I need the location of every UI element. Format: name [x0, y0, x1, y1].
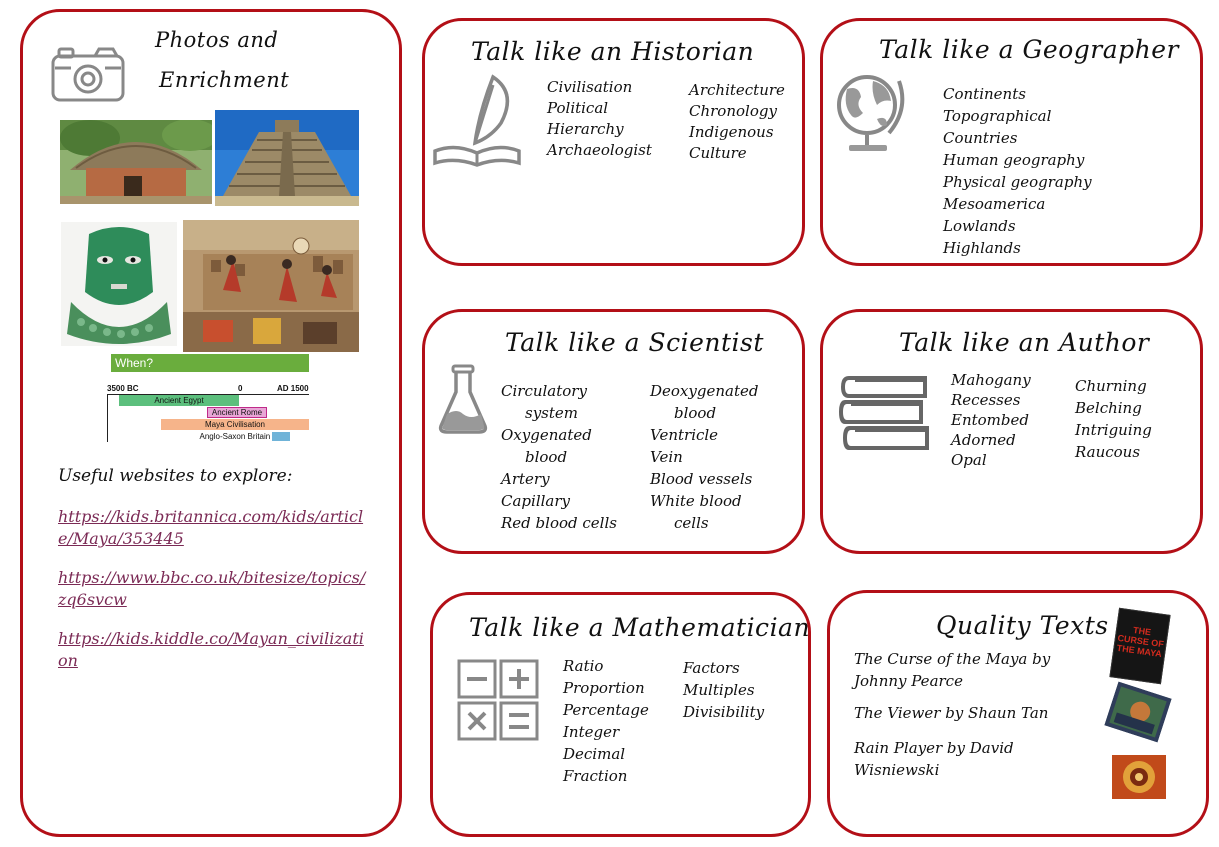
historian-words-col2: [689, 80, 785, 164]
scientist-word: system: [525, 404, 578, 422]
photos-enrichment-card: [20, 9, 402, 837]
timeline-vline: [107, 394, 108, 442]
historian-word: Hierarchy: [547, 120, 624, 138]
rain-player-cover: [1112, 755, 1166, 799]
geographer-word: Human geography: [943, 151, 1085, 169]
maya-hut-photo: [60, 120, 212, 204]
book-1-line1: The Curse of the Maya by: [854, 650, 1051, 668]
curse-of-maya-cover: [1109, 608, 1170, 685]
historian-words-col1: [547, 77, 652, 161]
author-word: Adorned: [951, 431, 1016, 449]
websites-heading: Useful websites to explore:: [58, 466, 293, 486]
scientist-word: Circulatory: [501, 382, 587, 400]
mathematician-word: Divisibility: [683, 703, 765, 721]
mathematician-words-col1: [563, 655, 649, 787]
camera-icon: [51, 46, 125, 102]
scientist-word: Vein: [650, 448, 683, 466]
scientist-word: Red blood cells: [501, 514, 617, 532]
historian-word: Architecture: [689, 81, 785, 99]
timeline-bar-label: Anglo-Saxon Britain: [199, 432, 271, 441]
scientist-word: blood: [674, 404, 717, 422]
mathematician-word: Factors: [683, 659, 740, 677]
photos-title-line1: Photos and: [155, 28, 279, 52]
geographer-word: Continents: [943, 85, 1026, 103]
geographer-word: Mesoamerica: [943, 195, 1046, 213]
geographer-card: [820, 18, 1203, 266]
timeline-end-label: AD 1500: [277, 384, 309, 393]
book-3-line1: Rain Player by David: [854, 739, 1014, 757]
kiddle-link[interactable]: https://kids.kiddle.co/Mayan_civilization: [58, 629, 364, 670]
mathematician-word: Fraction: [563, 767, 628, 785]
geographer-word: Physical geography: [943, 173, 1092, 191]
historian-word: Political: [547, 99, 609, 117]
jade-mask-photo: [61, 222, 177, 346]
the-viewer-cover: [1104, 681, 1171, 742]
historian-word: Indigenous: [689, 123, 774, 141]
scientist-card: [422, 309, 805, 554]
maya-pyramid-photo: [215, 110, 359, 206]
quill-book-icon: [431, 73, 525, 169]
scientist-word: Artery: [501, 470, 550, 488]
timeline-chart: [107, 354, 309, 442]
geographer-word: Topographical: [943, 107, 1052, 125]
book-2: [854, 703, 1048, 724]
scientist-word: Oxygenated: [501, 426, 592, 444]
britannica-link[interactable]: https://kids.britannica.com/kids/article/Maya/353445: [58, 507, 364, 548]
scientist-title: Talk like a Scientist: [505, 328, 764, 357]
author-word: Belching: [1075, 399, 1142, 417]
historian-word: Civilisation: [547, 78, 633, 96]
historian-card: [422, 18, 805, 266]
mathematician-word: Multiples: [683, 681, 755, 699]
geographer-word: Lowlands: [943, 217, 1016, 235]
book-3: [854, 737, 1014, 781]
timeline-bar: Ancient Egypt: [119, 395, 239, 406]
geographer-word: Countries: [943, 129, 1018, 147]
timeline-start-label: 3500 BC: [107, 384, 139, 393]
bbc-bitesize-link[interactable]: https://www.bbc.co.uk/bitesize/topics/zq6svcw: [58, 568, 366, 609]
scientist-word: Blood vessels: [650, 470, 753, 488]
author-card: [820, 309, 1203, 554]
scientist-word: Deoxygenated: [650, 382, 759, 400]
historian-title: Talk like an Historian: [471, 37, 755, 66]
book-2-line1: The Viewer by Shaun Tan: [854, 704, 1049, 722]
timeline-bar-swatch: [272, 432, 290, 441]
scientist-word: Capillary: [501, 492, 571, 510]
author-word: Raucous: [1075, 443, 1141, 461]
mathematician-word: Proportion: [563, 679, 645, 697]
book-1-line2: Johnny Pearce: [854, 672, 963, 690]
geographer-title: Talk like a Geographer: [879, 35, 1179, 64]
mathematician-word: Decimal: [563, 745, 626, 763]
author-word: Opal: [951, 451, 987, 469]
globe-icon: [833, 71, 907, 155]
mathematician-word: Integer: [563, 723, 620, 741]
author-word: Churning: [1075, 377, 1147, 395]
photos-title-line2: Enrichment: [159, 68, 290, 92]
quality-texts-title: Quality Texts: [936, 611, 1109, 640]
author-title: Talk like an Author: [899, 328, 1150, 357]
historian-word: Archaeologist: [547, 141, 652, 159]
author-words-col1: [951, 370, 1031, 470]
mathematician-word: Ratio: [563, 657, 604, 675]
scientist-words-col2: [650, 380, 758, 534]
geographer-word: Highlands: [943, 239, 1021, 257]
author-word: Entombed: [951, 411, 1029, 429]
scientist-word: blood: [525, 448, 568, 466]
author-word: Recesses: [951, 391, 1021, 409]
timeline-bar: Maya Civilisation: [161, 419, 309, 430]
scientist-word: White blood: [650, 492, 742, 510]
geographer-words: [943, 83, 1092, 259]
historian-word: Culture: [689, 144, 747, 162]
calculator-icon: [457, 659, 541, 743]
timeline-bar: [181, 431, 309, 442]
scientist-word: cells: [674, 514, 709, 532]
flask-icon: [437, 364, 489, 436]
timeline-header: When?: [111, 354, 309, 372]
mathematician-title: Talk like a Mathematician: [469, 613, 811, 642]
book-3-line2: Wisniewski: [854, 761, 940, 779]
mathematician-card: [430, 592, 811, 837]
scientist-word: Ventricle: [650, 426, 719, 444]
author-words-col2: [1075, 375, 1152, 463]
maya-ballgame-photo: [183, 220, 359, 352]
timeline-bar: Ancient Rome: [207, 407, 267, 418]
author-word: Intriguing: [1075, 421, 1152, 439]
books-icon: [839, 372, 935, 452]
quality-texts-card: [827, 590, 1209, 837]
book-1: [854, 648, 1050, 692]
mathematician-word: Percentage: [563, 701, 649, 719]
timeline-zero-label: 0: [238, 384, 243, 393]
mathematician-words-col2: [683, 657, 764, 723]
author-word: Mahogany: [951, 371, 1031, 389]
curse-of-maya-cover-text: THE CURSE OF THE MAYA: [1116, 624, 1165, 660]
historian-word: Chronology: [689, 102, 777, 120]
scientist-words-col1: [501, 380, 617, 534]
